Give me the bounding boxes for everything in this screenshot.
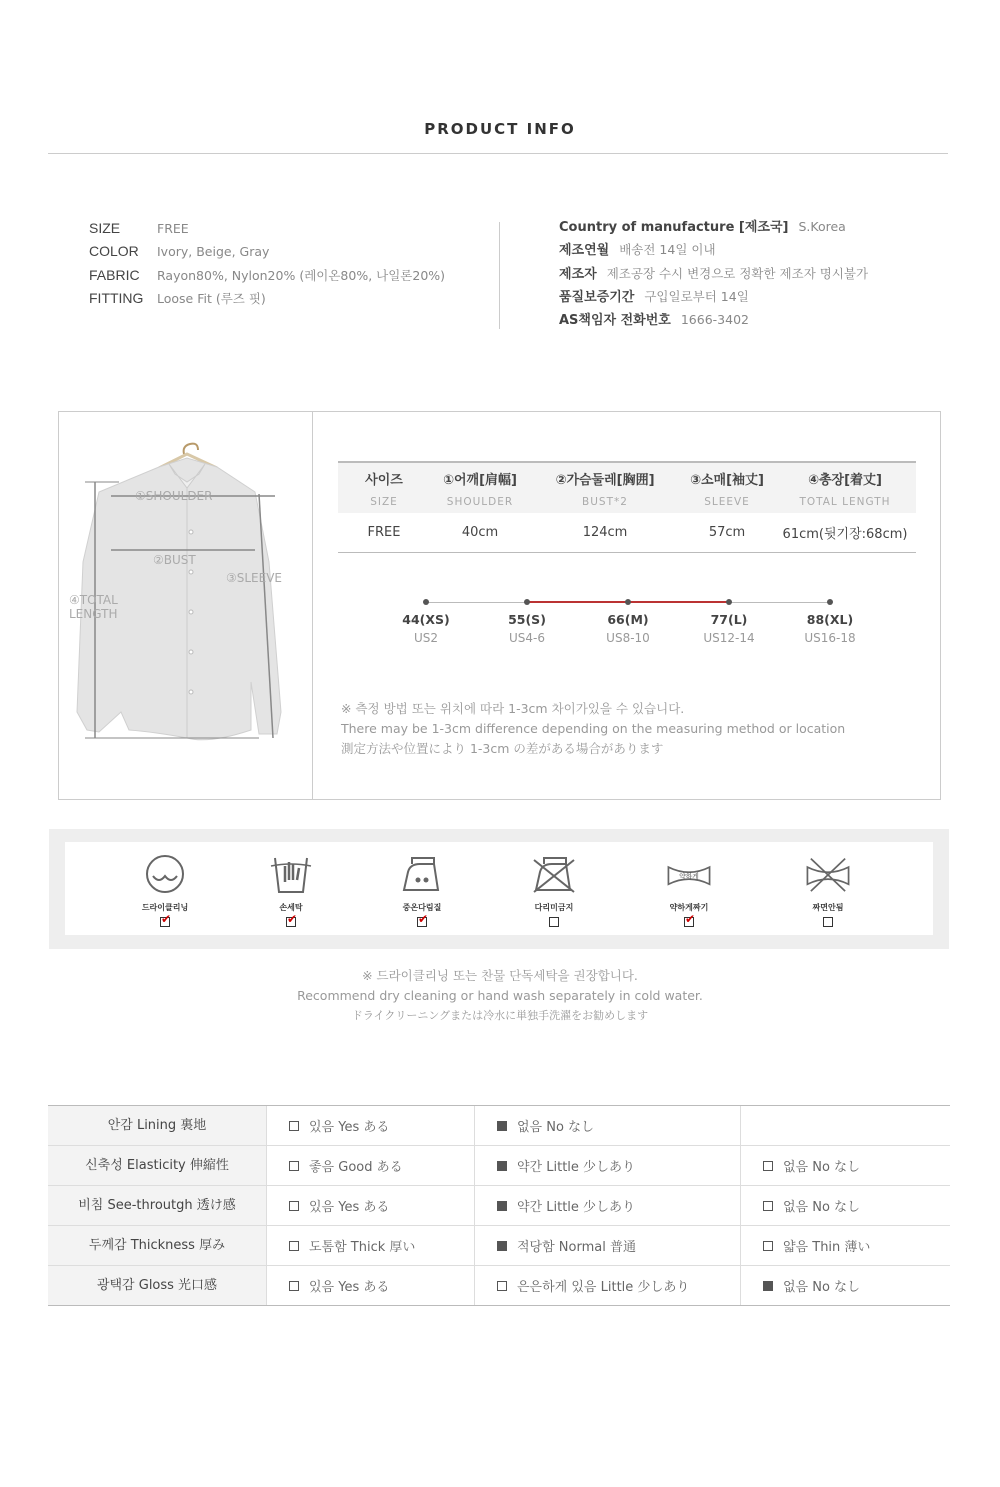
bust-label: ②BUST [153, 553, 196, 567]
page-title: PRODUCT INFO [424, 120, 576, 138]
info-key: COLOR [89, 243, 139, 260]
option-label: 좋음 Good ある [309, 1160, 403, 1175]
info-key: FITTING [89, 289, 144, 306]
info-key: SIZE [89, 220, 121, 236]
header-sub: SHOULDER [446, 496, 514, 508]
attr-option [266, 1186, 474, 1225]
option-label: 있음 Yes ある [309, 1200, 390, 1215]
note-kr: ※ 측정 방법 또는 위치에 따라 1-3cm 차이가있을 수 있습니다. [341, 701, 685, 716]
care-label: 드라이클리닝 [141, 903, 189, 912]
shirt-diagram [59, 412, 313, 799]
header-main: ③소매[袖丈] [689, 473, 764, 488]
care-checkbox [286, 917, 296, 927]
scale-us-label: US4-6 [509, 631, 545, 645]
info-value: Ivory, Beige, Gray [157, 244, 270, 260]
title-divider [48, 153, 948, 154]
care-checkbox [823, 917, 833, 927]
size-table-header [338, 461, 916, 513]
cell-total-length: 61cm(뒷기장:68cm) [782, 527, 908, 542]
info-key: 제조자 [559, 266, 597, 282]
info-value: 구입일로부터 14일 [644, 288, 749, 304]
no-iron-icon [530, 852, 578, 896]
info-warranty-row [559, 288, 979, 311]
header-sub: SIZE [370, 496, 398, 508]
attr-key: 비침 See-throutgh 透け感 [48, 1186, 266, 1225]
option-label: 없음 No なし [783, 1280, 861, 1295]
cell-bust: 124cm [582, 525, 628, 540]
sleeve-label: ③SLEEVE [226, 571, 283, 585]
care-note-en: Recommend dry cleaning or hand wash separately in cold water. [297, 988, 703, 1003]
note-jp: 測定方法や位置により 1-3cm の差がある場合があります [341, 741, 664, 756]
care-item-dry-clean [125, 852, 205, 927]
attr-option [474, 1146, 740, 1185]
attr-option [740, 1226, 950, 1265]
info-value: 배송전 14일 이내 [619, 242, 716, 258]
header-cell [430, 463, 530, 513]
option-label: 적당함 Normal 普通 [517, 1240, 636, 1255]
care-notes [0, 966, 1000, 1026]
no-wring-icon [804, 852, 852, 896]
option-label: 도톰함 Thick 厚い [309, 1240, 416, 1255]
header-cell [530, 463, 680, 513]
scale-dot [524, 599, 530, 605]
checkbox-checked [763, 1281, 773, 1291]
care-checkbox [160, 917, 170, 927]
care-checkbox [417, 917, 427, 927]
checkbox [289, 1281, 299, 1291]
option-label: 은은하게 있음 Little 少しあり [517, 1280, 690, 1295]
scale-size-label: 88(XL) [806, 612, 854, 627]
care-item-no-iron [514, 852, 594, 927]
checkbox [497, 1281, 507, 1291]
attr-row-gloss [48, 1266, 950, 1306]
info-value: FREE [157, 221, 189, 236]
info-phone-row [559, 311, 979, 334]
size-box [58, 411, 941, 800]
hand-wash-icon [267, 852, 315, 896]
option-label: 있음 Yes ある [309, 1280, 390, 1295]
attr-key: 안감 Lining 裏地 [48, 1106, 266, 1145]
info-key: Country of manufacture [제조국] [559, 220, 789, 235]
attr-option [740, 1266, 950, 1305]
size-scale [389, 597, 889, 657]
checkbox [289, 1121, 299, 1131]
attr-key: 두께감 Thickness 厚み [48, 1226, 266, 1265]
scale-dot [423, 599, 429, 605]
header-cell [338, 463, 430, 513]
care-checkbox [684, 917, 694, 927]
info-fabric-row [89, 266, 489, 289]
attr-option [266, 1226, 474, 1265]
care-item-gentle-wring [649, 852, 729, 927]
total-length-label: ④TOTAL [69, 593, 118, 607]
cell-sleeve: 57cm [708, 525, 746, 540]
attr-option-empty [740, 1106, 950, 1145]
note-en: There may be 1-3cm difference depending on the measuring method or location [341, 721, 846, 736]
dry-cleaning-icon [141, 852, 189, 896]
header-main: ④총장[着丈] [807, 473, 882, 488]
option-label: 있음 Yes ある [309, 1120, 390, 1135]
measurement-notes [341, 699, 845, 759]
info-size-row [89, 219, 489, 242]
scale-dot [827, 599, 833, 605]
total-length-label-2: LENGTH [69, 607, 118, 621]
care-band [49, 829, 949, 949]
care-label: 손세탁 [279, 903, 303, 912]
attr-key: 신축성 Elasticity 伸縮性 [48, 1146, 266, 1185]
checkbox [763, 1161, 773, 1171]
info-value: 제조공장 수시 변경으로 정확한 제조자 명시불가 [606, 265, 869, 281]
care-item-hand-wash [251, 852, 331, 927]
option-label: 없음 No なし [783, 1160, 861, 1175]
attr-key: 광택감 Gloss 光口感 [48, 1266, 266, 1305]
checkbox [289, 1241, 299, 1251]
info-key: 품질보증기간 [559, 289, 635, 305]
header-sub: SLEEVE [704, 496, 750, 508]
wring-text: 약하게 [679, 872, 699, 881]
care-note-jp: ドライクリーニングまたは冷水に単独手洗濯をお勧めします [351, 1009, 649, 1022]
info-value: 1666-3402 [680, 312, 749, 328]
scale-size-label: 44(XS) [402, 612, 450, 627]
attr-row-thickness [48, 1226, 950, 1266]
attr-option [740, 1186, 950, 1225]
cell-size: FREE [367, 525, 401, 540]
header-main: ②가슴둘레[胸囲] [555, 473, 655, 488]
option-label: 얇음 Thin 薄い [783, 1240, 871, 1255]
header-main: ①어깨[肩幅] [442, 473, 517, 488]
option-label: 없음 No なし [517, 1120, 595, 1135]
checkbox [763, 1241, 773, 1251]
info-key: 제조연월 [559, 243, 610, 259]
header-cell [680, 463, 774, 513]
size-table [338, 461, 916, 553]
attr-option [474, 1226, 740, 1265]
attr-row-lining [48, 1106, 950, 1146]
header-cell [774, 463, 916, 513]
scale-us-label: US16-18 [804, 631, 856, 645]
option-label: 없음 No なし [783, 1200, 861, 1215]
info-value: Rayon80%, Nylon20% (레이온80%, 나일론20%) [157, 267, 446, 283]
checkbox [763, 1201, 773, 1211]
care-note-kr: ※ 드라이클리닝 또는 찬물 단독세탁을 권장합니다. [362, 968, 638, 983]
care-item-medium-iron [382, 852, 462, 927]
info-right [559, 218, 979, 334]
header-sub: BUST*2 [582, 496, 628, 508]
info-value: S.Korea [798, 219, 846, 234]
attr-option [266, 1146, 474, 1185]
scale-us-label: US8-10 [606, 631, 650, 645]
care-icons [65, 842, 933, 935]
info-color-row [89, 242, 489, 265]
info-country-row [559, 218, 979, 241]
info-key: AS책임자 전화번호 [559, 313, 671, 329]
attr-row-see-through [48, 1186, 950, 1226]
care-label: 중온다림질 [402, 903, 442, 912]
care-item-no-wring [788, 852, 868, 927]
size-table-row [338, 513, 916, 553]
attr-option [474, 1186, 740, 1225]
checkbox-checked [497, 1161, 507, 1171]
shoulder-label: ①SHOULDER [135, 489, 213, 503]
info-divider [499, 222, 500, 329]
attr-option [474, 1106, 740, 1145]
scale-size-label: 55(S) [508, 612, 546, 627]
info-date-row [559, 241, 979, 264]
header-sub: TOTAL LENGTH [799, 496, 891, 508]
info-left [89, 219, 489, 312]
header-main: 사이즈 [365, 473, 403, 488]
checkbox [289, 1201, 299, 1211]
scale-size-label: 66(M) [607, 612, 649, 627]
scale-us-label: US2 [413, 631, 439, 645]
cell-shoulder: 40cm [461, 525, 499, 540]
scale-dot [625, 599, 631, 605]
attr-row-elasticity [48, 1146, 950, 1186]
gentle-wring-icon [665, 852, 713, 896]
attr-option [266, 1266, 474, 1305]
care-label: 약하게짜기 [669, 903, 709, 912]
scale-size-label: 77(L) [710, 612, 748, 627]
info-key: FABRIC [89, 266, 140, 283]
option-label: 약간 Little 少しあり [517, 1200, 636, 1215]
checkbox-checked [497, 1201, 507, 1211]
medium-iron-icon [398, 852, 446, 896]
checkbox-checked [497, 1241, 507, 1251]
scale-us-label: US12-14 [703, 631, 755, 645]
info-maker-row [559, 265, 979, 288]
attr-option [474, 1266, 740, 1305]
scale-dot [726, 599, 732, 605]
info-value: Loose Fit (루즈 핏) [157, 290, 266, 306]
checkbox-checked [497, 1121, 507, 1131]
attr-option [740, 1146, 950, 1185]
option-label: 약간 Little 少しあり [517, 1160, 636, 1175]
info-fitting-row [89, 289, 489, 312]
attr-option [266, 1106, 474, 1145]
attribute-table [48, 1105, 950, 1306]
checkbox [289, 1161, 299, 1171]
care-label: 짜면안됨 [812, 903, 844, 912]
care-checkbox [549, 917, 559, 927]
care-label: 다리미금지 [534, 903, 574, 912]
